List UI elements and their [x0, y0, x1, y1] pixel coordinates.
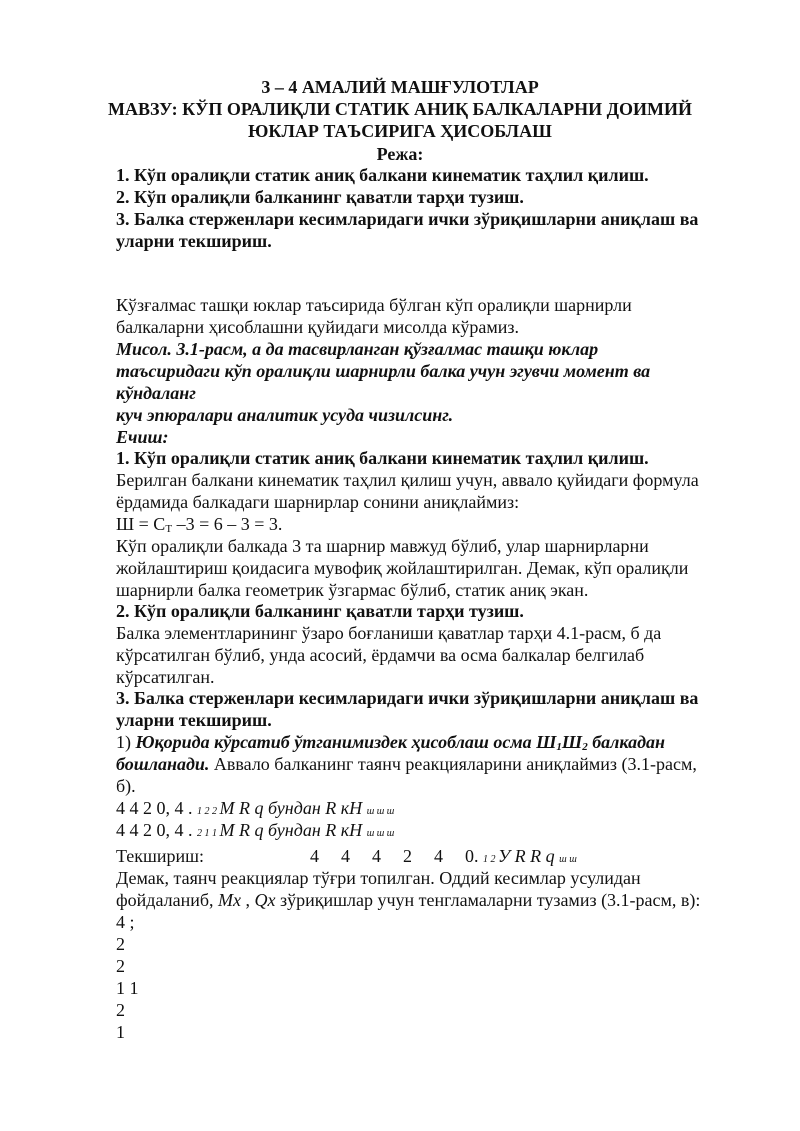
fragment-line: 2	[116, 1000, 125, 1020]
fragment-line: 4 ;	[116, 912, 135, 932]
check-number: 4	[341, 846, 351, 866]
topic-line-2: ЮКЛАР ТАЪСИРИГА ҲИСОБЛАШ	[248, 121, 552, 141]
step-1-line-2: ёрдамида балкадаги шарнирлар сонини аниқлаймиз:	[116, 492, 520, 512]
equation-indices: 1 2	[483, 854, 499, 865]
step-2-heading: 2. Кўп оралиқли балканинг қаватли тарҳи тузиш.	[116, 601, 524, 621]
intro-line-2: балкаларни ҳисоблашни қуйидаги мисолда кўрамиз.	[116, 317, 520, 337]
emphasis-text: Юқорида кўрсатиб ўтганимиздек ҳисоблаш осма Ш	[135, 732, 557, 752]
plan-heading: Режа:	[376, 144, 424, 164]
emphasis-text: балкадан	[587, 732, 666, 752]
step-2-line-1: Балка элементларининг ўзаро боғланиши қаватлар тарҳи 4.1-расм, б да	[116, 623, 662, 643]
equation-indices: 2 1 1	[197, 828, 220, 839]
step-1-line-3: Кўп оралиқли балкада 3 та шарнир мавжуд бўлиб, улар шарнирларни	[116, 536, 649, 556]
step-3-heading-line-1: 3. Балка стерженлари кесимларидаги ички зўриқишларни аниқлаш ва	[116, 688, 699, 708]
subscript: 2	[582, 741, 588, 753]
intro-line-1: Кўзғалмас ташқи юклар таъсирида бўлган кўп оралиқли шарнирли	[116, 295, 632, 315]
example-line-3: кўндаланг	[116, 383, 196, 403]
check-label: Текшириш:	[116, 846, 205, 866]
step-3-paragraph-line-2	[116, 753, 697, 775]
equation-part: 4 4 2 0, 4 .	[116, 820, 197, 840]
equation-part: У R R q	[498, 846, 560, 866]
check-number: 4	[310, 846, 320, 866]
equation-indices: ш ш ш	[366, 806, 395, 817]
step-3-paragraph-line-3: б).	[116, 776, 136, 796]
emphasis-text: Ш	[561, 732, 583, 752]
paragraph-text: Аввало балканинг таянч реакцияларини аниқлаймиз (3.1-расм,	[209, 754, 697, 774]
step-1-heading: 1. Кўп оралиқли статик аниқ балкани кинематик таҳлил қилиш.	[116, 448, 649, 468]
example-line-2: таъсиридаги кўп оралиқли шарнирли балка учун эгувчи момент ва	[116, 361, 651, 381]
symbol-qx: Qx	[254, 890, 276, 910]
plan-item-2: 2. Кўп оралиқли балканинг қаватли тарҳи тузиш.	[116, 187, 524, 207]
plan-item-3-line-1: 3. Балка стерженлари кесимларидаги ички зўриқишларни аниқлаш ва	[116, 209, 699, 229]
plan-item-1: 1. Кўп оралиқли статик аниқ балкани кинематик таҳлил қилиш.	[116, 165, 649, 185]
equation-2	[116, 819, 394, 845]
symbol-mx: Mx	[218, 890, 241, 910]
fragment-line: 2	[116, 934, 125, 954]
paragraph-text: ,	[240, 890, 255, 910]
fragment-line: 1	[116, 1022, 125, 1042]
formula-part: –3 = 6 – 3 = 3.	[172, 514, 283, 534]
plan-item-3-line-2: уларни текшириш.	[116, 231, 272, 251]
check-number: 2	[403, 846, 413, 866]
fragment-line: 2	[116, 956, 125, 976]
step-3-heading-line-2: уларни текшириш.	[116, 710, 272, 730]
equation-part: 4 4 2 0, 4 .	[116, 798, 197, 818]
check-number: 4	[372, 846, 382, 866]
emphasis-text: бошланади.	[116, 754, 210, 774]
example-line-4: куч эпюралари аналитик усуда чизилсинг.	[116, 405, 454, 425]
conclusion-line-1: Демак, таянч реакциялар тўғри топилган. Оддий кесимлар усулидан	[116, 868, 641, 888]
formula-subscript: Т	[165, 523, 173, 535]
check-number: 0.	[465, 846, 484, 866]
step-1-line-4: жойлаштириш қоидасига мувофиқ жойлаштирилган. Демак, кўп оралиқли	[116, 558, 689, 578]
equation-indices: ш ш	[559, 854, 577, 865]
conclusion-line-2	[116, 889, 700, 911]
equation-indices: 1 2 2	[197, 806, 220, 817]
equation-part: M R q бундан R кН	[219, 798, 367, 818]
fragment-line: 1 1	[116, 978, 139, 998]
check-number: 4	[434, 846, 444, 866]
topic-line-1: МАВЗУ: КЎП ОРАЛИҚЛИ СТАТИК АНИҚ БАЛКАЛАРНИ ДОИМИЙ	[108, 99, 692, 119]
solution-heading: Ечиш:	[116, 427, 169, 447]
equation-part: M R q бундан R кН	[219, 820, 367, 840]
paragraph-number: 1)	[116, 732, 136, 752]
equation-indices: ш ш ш	[366, 828, 395, 839]
step-2-line-2: кўрсатилган бўлиб, унда асосий, ёрдамчи ва осма балкалар белгилаб	[116, 645, 645, 665]
step-2-line-3: кўрсатилган.	[116, 667, 215, 687]
paragraph-text: фойдаланиб,	[116, 890, 218, 910]
step-1-line-5: шарнирли балка геометрик ўзгармас бўлиб, статик аниқ экан.	[116, 580, 589, 600]
formula-part: Ш = С	[116, 514, 166, 534]
paragraph-text: зўриқишлар учун тенгламаларни тузамиз (3.1-расм, в):	[275, 890, 701, 910]
document-title: 3 – 4 АМАЛИЙ МАШҒУЛОТЛАР	[261, 77, 539, 97]
example-line-1: Мисол. 3.1-расм, а да тасвирланган қўзғалмас ташқи юклар	[116, 339, 599, 359]
step-1-line-1: Берилган балкани кинематик таҳлил қилиш учун, аввало қуйидаги формула	[116, 470, 699, 490]
subscript: 1	[556, 741, 562, 753]
